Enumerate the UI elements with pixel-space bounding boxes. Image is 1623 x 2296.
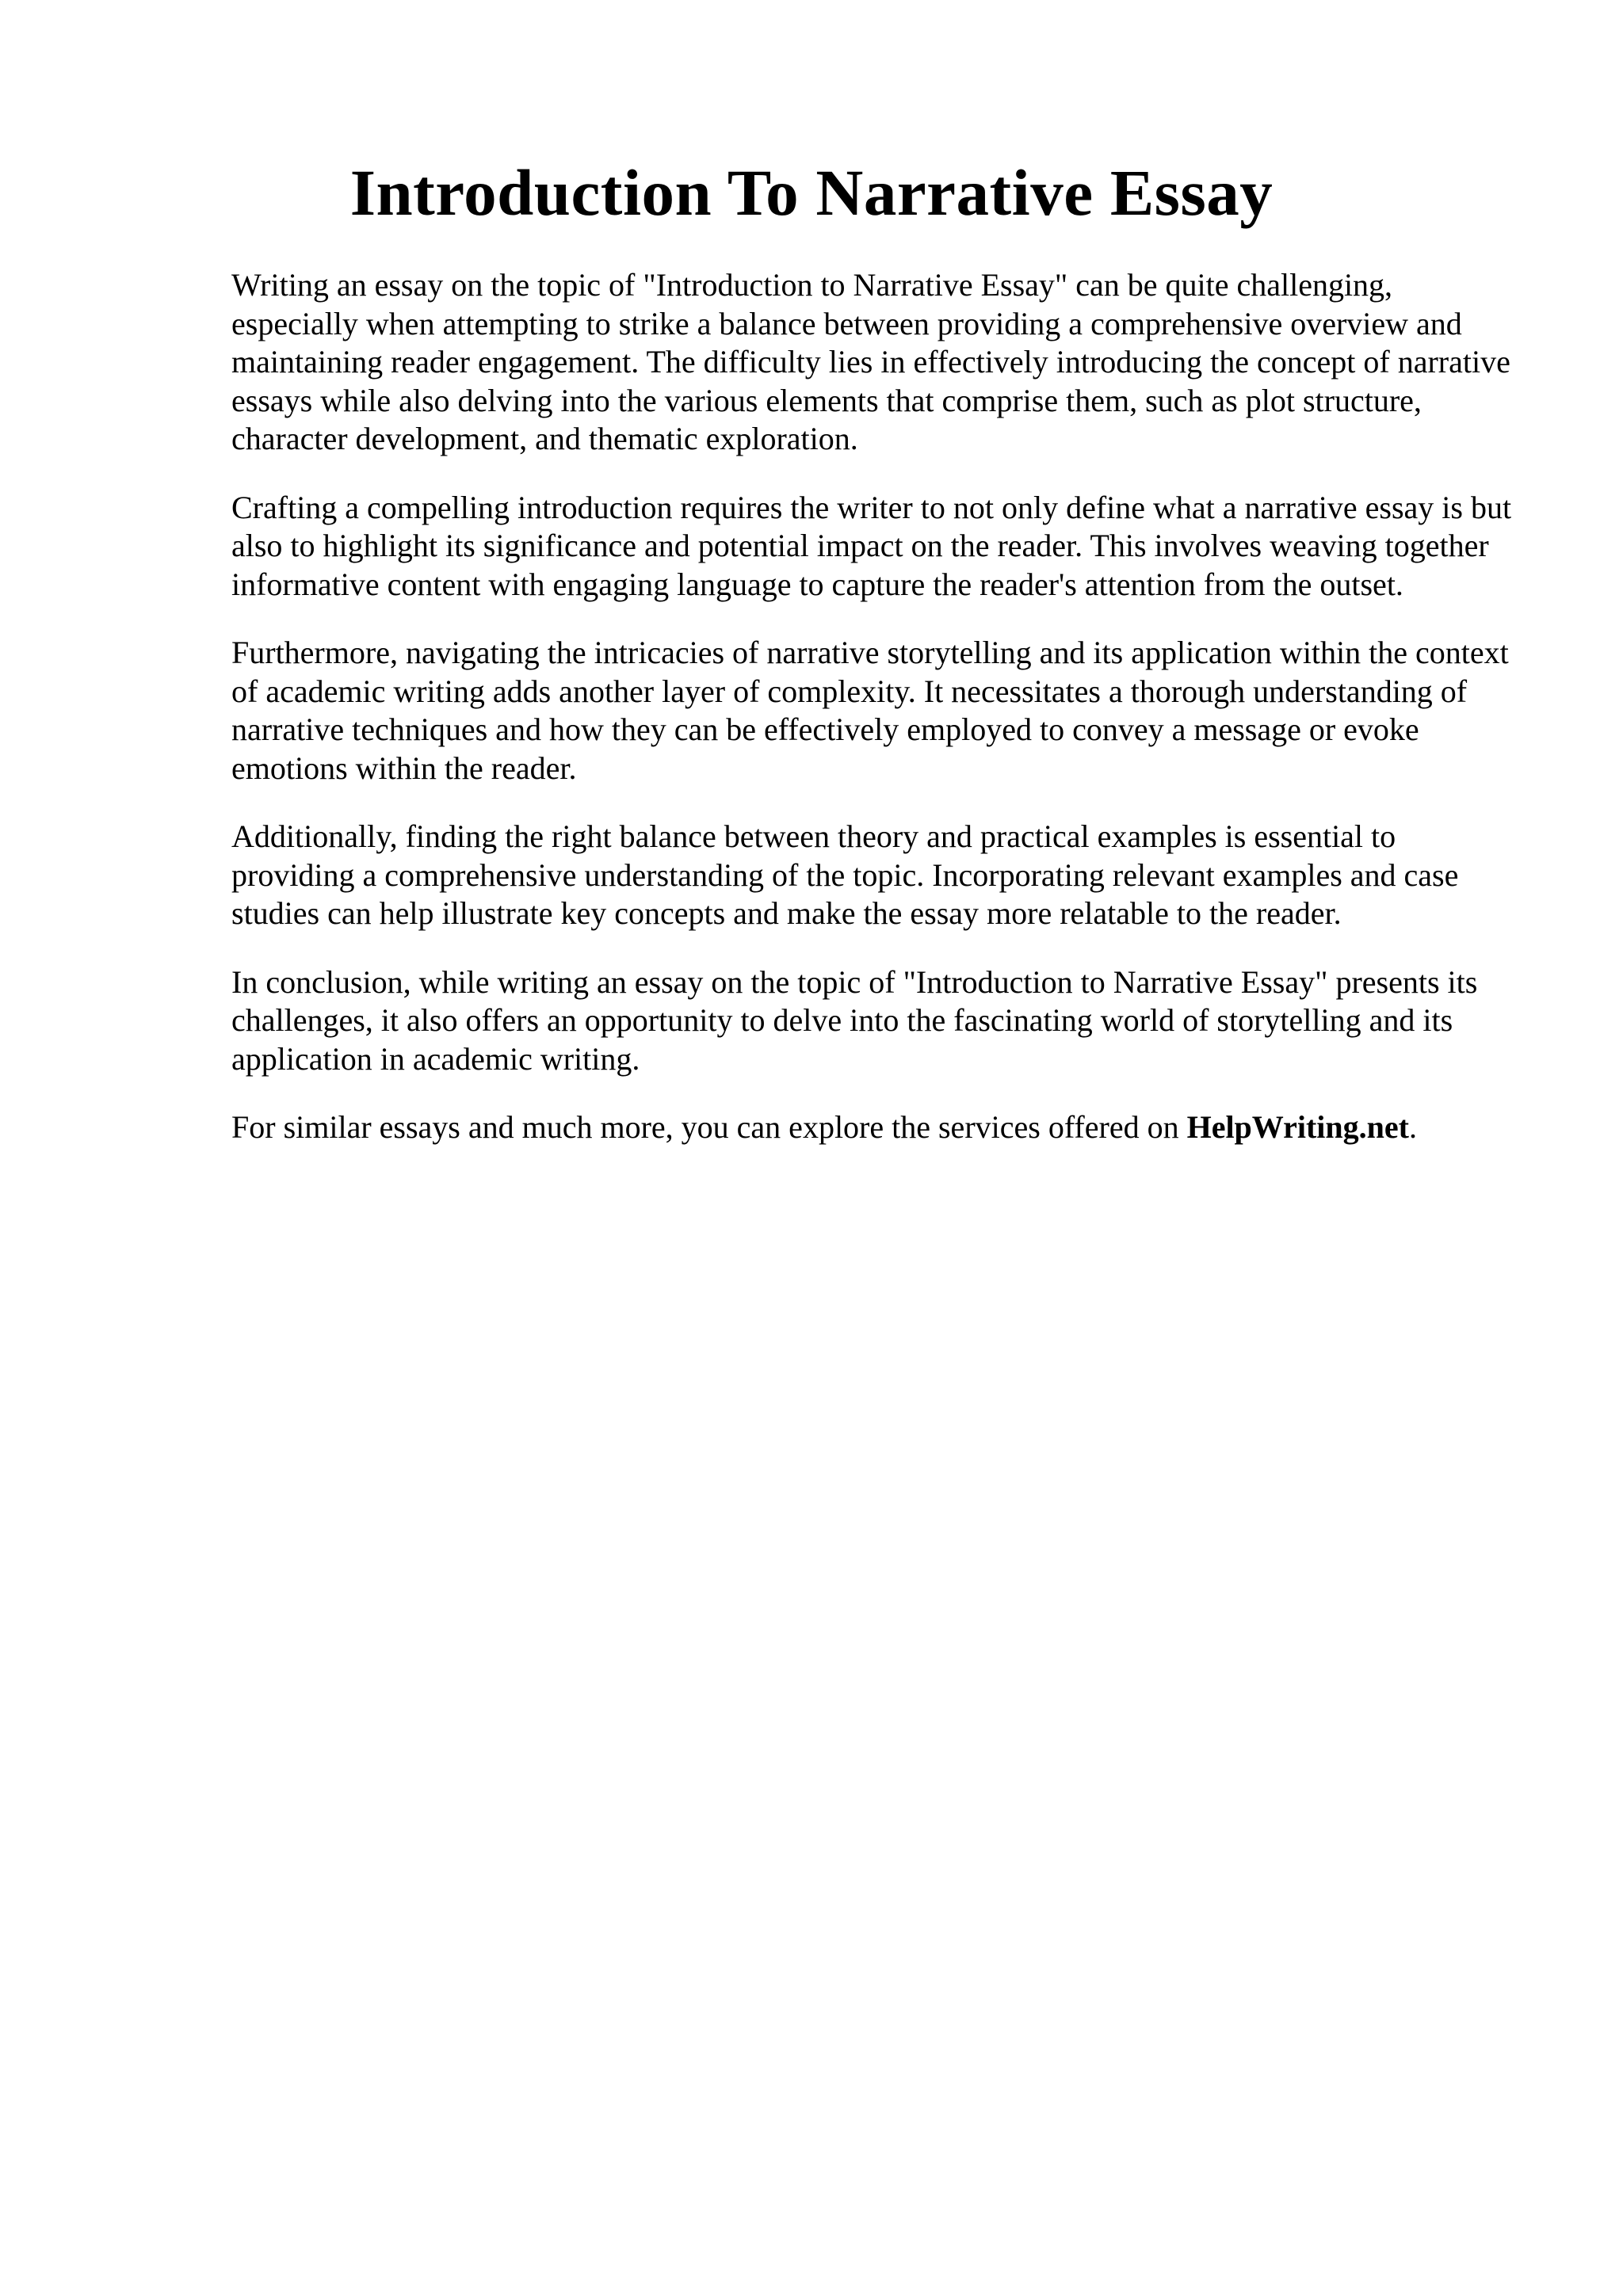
paragraph-5: In conclusion, while writing an essay on the topic of "Introduction to Narrative Essay" presents its challenges, it also offers an opportunity to delve into the fascinating world of storytelling and its application in academic writing. — [231, 963, 1478, 1077]
closing-period: . — [1408, 1109, 1417, 1145]
closing-paragraph — [231, 1108, 1515, 1147]
paragraph-4: Additionally, finding the right balance between theory and practical examples is essential to providing a comprehensive understanding of the topic. Incorporating relevant examples and case studies can help illustrate key concepts and make the essay more relatable to the reader. — [231, 818, 1459, 931]
page-title: Introduction To Narrative Essay — [349, 156, 1274, 229]
helpwriting-link[interactable]: HelpWriting.net — [1186, 1109, 1409, 1145]
paragraph-2: Crafting a compelling introduction requires the writer to not only define what a narrative essay is but also to highlight its significance and potential impact on the reader. This involves weaving together informative content with engaging language to capture the reader's attention from the outset. — [231, 489, 1512, 602]
essay-body — [231, 266, 1515, 1177]
paragraph-1: Writing an essay on the topic of "Introduction to Narrative Essay" can be quite challenging, especially when attempting to strike a balance between providing a comprehensive overview and maintaining reader engagement. The difficulty lies in effectively introducing the concept of narrative essays while also delving into the various elements that comprise them, such as plot structure, character development, and thematic exploration. — [231, 267, 1510, 456]
closing-text: For similar essays and much more, you can explore the services offered on — [231, 1109, 1187, 1145]
paragraph-3: Furthermore, navigating the intricacies of narrative storytelling and its application within the context of academic writing adds another layer of complexity. It necessitates a thorough understanding of narrative techniques and how they can be effectively employed to convey a message or evoke emotions within the reader. — [231, 635, 1509, 786]
